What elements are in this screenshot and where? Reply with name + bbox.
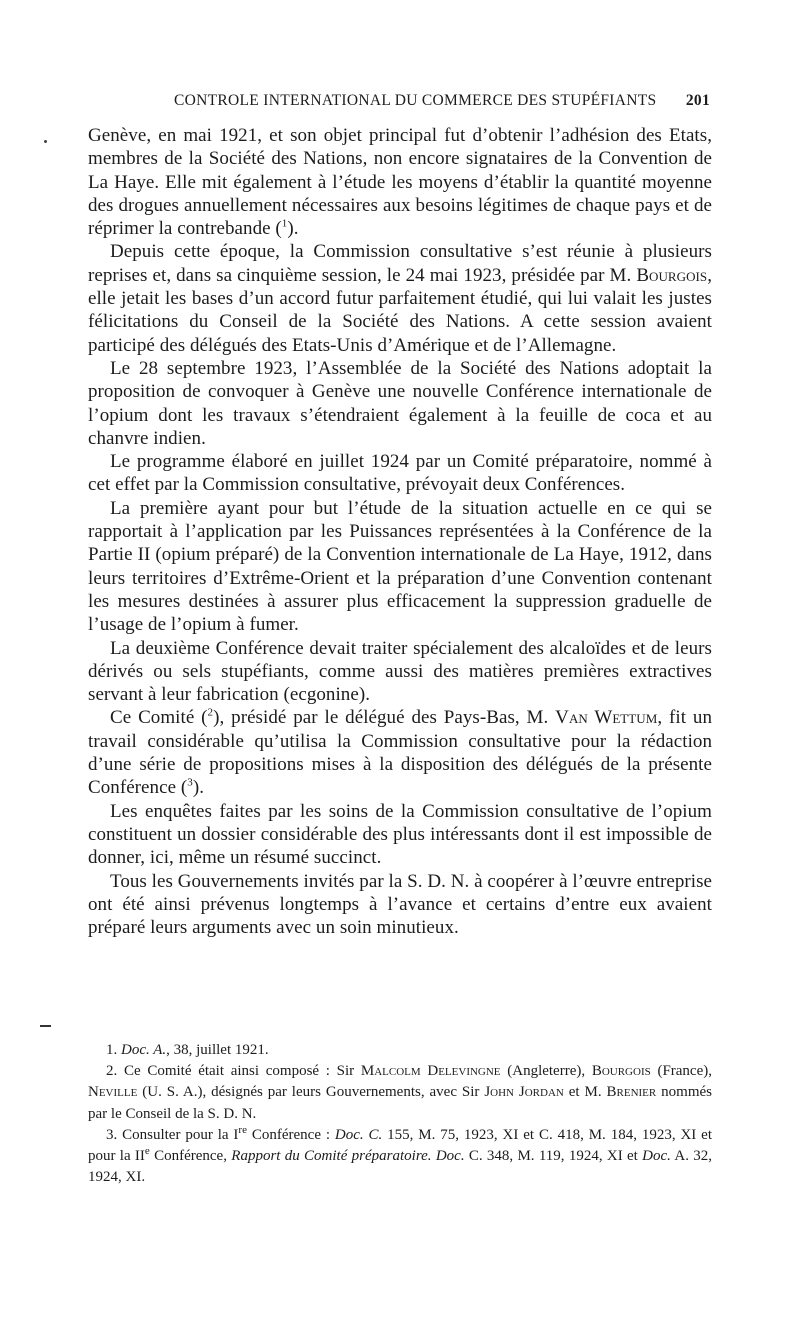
paragraph-7: Ce Comité ($^2$), présidé par le délégué des Pays-Bas, M. Van Wettum, fit un travail considérable qu’utilisa la Commission consultative pour la rédaction d’une série de propositions mises à la disposition des délégués de la présente Conférence ($^3$). — [88, 707, 712, 799]
footnotes — [88, 1040, 712, 1188]
person-name: Bourgois — [636, 264, 708, 286]
running-title: CONTROLE INTERNATIONAL DU COMMERCE DES STUPÉFIANTS — [174, 92, 657, 109]
footnote-3: 3. Consulter pour la Ire Conférence : Doc. C. 155, M. 75, 1923, XI et C. 418, M. 184, 1923, XI et pour la IIe Conférence, Rapport du Comité préparatoire. Doc. C. 348, M. 119, 1924, XI et Doc. A. 32, 1924, XI. — [88, 1123, 712, 1186]
paragraph-5: La première ayant pour but l’étude de la situation actuelle en ce qui se rapportait à l’application par les Puissances représentées à la Conférence de la Partie II (opium préparé) de la Convention internationale de La Haye, 1912, dans leurs territoires d’Extrême-Orient et la préparation d’une Convention contenant les mesures destinées à assurer plus efficacement la suppression graduelle de l’usage de l’opium à fumer. — [88, 497, 712, 636]
paragraph-1: Genève, en mai 1921, et son objet principal fut d’obtenir l’adhésion des Etats, membres de la Société des Nations, non encore signataires de la Convention de La Haye. Elle mit également à l’étude les moyens d’établir la quantité moyenne des drogues annuellement nécessaires aux besoins légitimes de chaque pays et de réprimer la contrebande ($^1$). — [88, 125, 712, 240]
margin-mark — [40, 1025, 51, 1027]
person-name: Van Wettum — [555, 707, 658, 729]
paragraph-9: Tous les Gouvernements invités par la S. D. N. à coopérer à l’œuvre entreprise ont été ainsi prévenus longtemps à l’avance et certains d’entre eux avaient préparé leurs arguments avec un soin minutieux. — [88, 870, 712, 939]
paragraph-8: Les enquêtes faites par les soins de la Commission consultative de l’opium constituent un dossier considérable des plus intéressants dont il est impossible de donner, ici, même un résumé succinct. — [88, 800, 712, 869]
paragraph-2: Depuis cette époque, la Commission consultative s’est réunie à plusieurs reprises et, dans sa cinquième session, le 24 mai 1923, présidée par M. Bourgois, elle jetait les bases d’un accord futur parfaitement étudié, qui lui valait les justes félicitations du Conseil de la Société des Nations. A cette session avaient participé des délégués des Etats-Unis d’Amérique et de l’Allemagne. — [88, 241, 712, 356]
footnote-ref-2: 2 — [207, 707, 214, 720]
footnote-ref-3: 3 — [187, 776, 193, 789]
paragraph-4: Le programme élaboré en juillet 1924 par un Comité préparatoire, nommé à cet effet par la Commission consultative, prévoyait deux Conférences. — [88, 451, 712, 496]
paragraph-6: La deuxième Conférence devait traiter spécialement des alcaloïdes et de leurs dérivés ou sels stupéfiants, comme aussi des matières premières extractives servant à leur fabrication (ecgonine). — [88, 637, 712, 706]
footnote-1: 1. Doc. A., 38, juillet 1921. — [106, 1042, 269, 1058]
footnote-2: 2. Ce Comité était ainsi composé : Sir Malcolm Delevingne (Angleterre), Bourgois (France), Neville (U. S. A.), désignés par leurs Gouvernements, avec Sir John Jordan et M. Brenier nommés par le Conseil de la S. D. N. — [88, 1063, 712, 1122]
main-text — [88, 124, 712, 939]
page-header — [88, 88, 710, 116]
footnote-ref-1: 1 — [281, 217, 288, 230]
margin-mark — [44, 140, 47, 143]
page-number: 201 — [685, 92, 710, 109]
paragraph-3: Le 28 septembre 1923, l’Assemblée de la Société des Nations adoptait la proposition de convoquer à Genève une nouvelle Conférence internationale de l’opium dont les travaux s’étendraient également à la feuille de coca et au chanvre indien. — [88, 357, 712, 449]
